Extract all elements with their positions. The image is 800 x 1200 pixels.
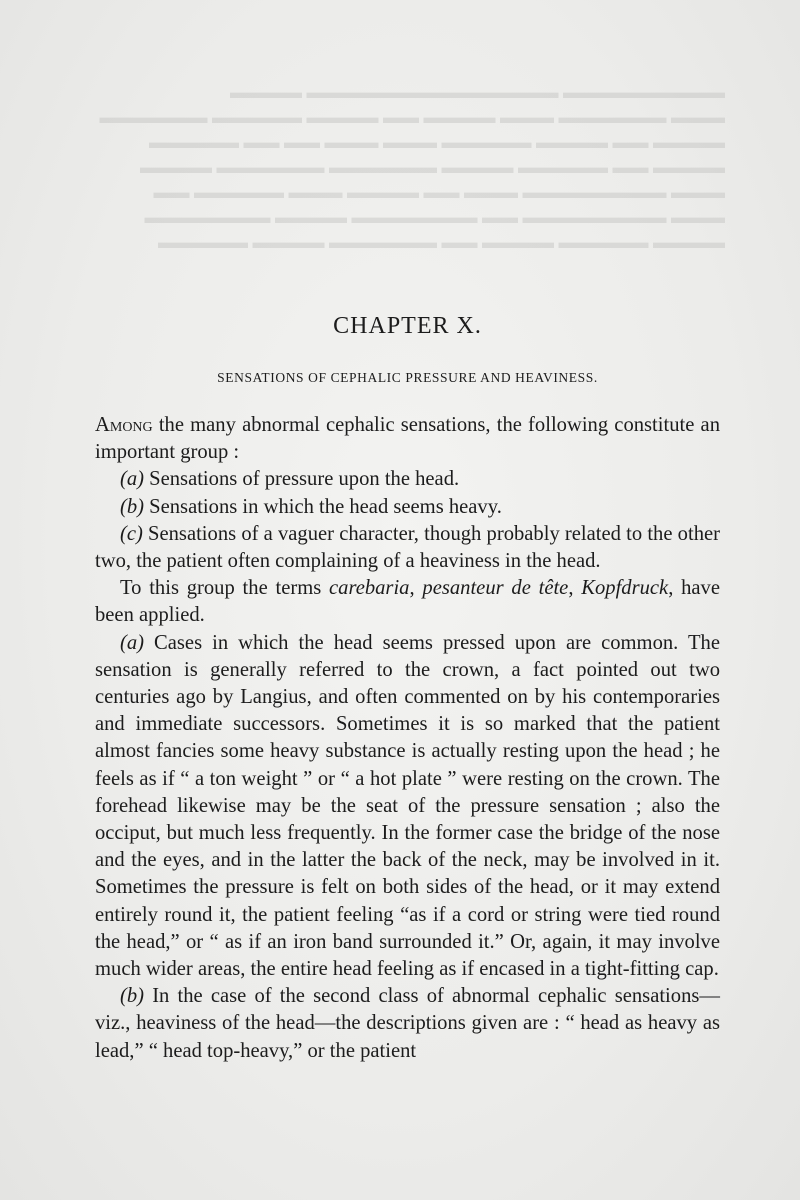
term-pesanteur: pesanteur de tête <box>422 577 569 600</box>
terms-lead: To this group the terms <box>120 577 330 600</box>
terms-paragraph <box>95 575 720 629</box>
list-marker-a: (a) <box>120 468 145 491</box>
list-item-a <box>95 466 720 493</box>
bleed-through-texture: ▬▬▬▬▬▬▬▬▬ ▬▬▬▬▬▬▬▬▬▬▬▬▬▬ ▬▬▬▬ ▬▬▬ ▬▬▬▬▬▬ ▬▬▬ ▬▬▬▬ ▬▬ ▬▬▬▬ ▬▬▬▬▬ ▬▬▬▬▬▬ ▬▬▬▬ ▬▬ ▬▬▬▬ ▬▬▬▬▬ ▬▬▬ ▬▬▬ ▬▬ ▬▬ ▬▬▬▬▬ ▬▬▬▬ ▬▬ ▬▬▬▬▬ ▬▬▬▬ ▬▬▬▬▬▬ ▬▬▬▬▬▬ ▬▬▬▬ ▬▬▬ ▬▬▬▬▬▬▬▬ ▬▬▬ ▬▬ ▬▬▬▬ ▬▬▬ ▬▬▬▬▬ ▬▬ ▬▬▬ ▬▬▬▬▬▬▬▬ ▬▬ ▬▬▬▬▬▬▬ ▬▬▬▬ ▬▬▬▬▬▬▬ ▬▬▬▬ ▬▬▬▬▬ ▬▬▬▬ ▬▬ ▬▬▬▬▬▬ ▬▬▬▬ ▬▬▬▬▬ <box>99 82 725 252</box>
terms-sep-1: , <box>409 577 423 600</box>
paragraph-a-text: Cases in which the head seems pressed upon are common. The sensation is generally referred to the crown, a fact pointed out two centuries ago by Langius, and often commented on by his contemporaries and immediate successors. Sometimes it is so marked that the patient almost fancies some heavy substance is actually resting upon the head ; he feels as if “ a ton weight ” or “ a hot plate ” were resting on the crown. The forehead likewise may be the seat of the pressure sensation ; also the occiput, but much less frequently. In the former case the bridge of the nose and the eyes, and in the latter the back of the neck, may be involved in it. Sometimes the pressure is felt on both sides of the head, or it may extend entirely round it, the patient feeling “as if a cord or string were tied round the head,” or “ as if an iron band surrounded it.” Or, again, it may involve much wider areas, the entire head feeling as if encased in a tight-fitting cap. <box>95 631 720 981</box>
chapter-title: CHAPTER X. <box>333 313 482 339</box>
list-marker-b: (b) <box>120 495 145 518</box>
list-text-c: Sensations of a vaguer character, though probably related to the other two, the patient often complaining of a heaviness in the head. <box>95 522 720 573</box>
list-marker-c: (c) <box>120 522 143 545</box>
term-carebaria: carebaria <box>329 577 410 600</box>
term-kopfdruck: Kopfdruck <box>581 577 669 600</box>
paragraph-a-marker: (a) <box>120 631 145 654</box>
body-text <box>95 412 720 1065</box>
list-item-b <box>95 494 720 521</box>
list-text-b: Sensations in which the head seems heavy. <box>144 495 502 518</box>
list-text-a: Sensations of pressure upon the head. <box>144 468 460 491</box>
paragraph-b-marker: (b) <box>120 985 145 1008</box>
list-item-c <box>95 521 720 575</box>
paragraph-b <box>95 983 720 1065</box>
paragraph-b-text: In the case of the second class of abnormal cephalic sensations—viz., heaviness of the head—the descriptions given are : “ head as heavy as lead,” “ head top-heavy,” or the patient <box>95 985 720 1062</box>
chapter-subtitle: SENSATIONS OF CEPHALIC PRESSURE AND HEAVINESS. <box>217 370 598 385</box>
intro-text: the many abnormal cephalic sensations, the following constitute an important group : <box>95 414 720 464</box>
terms-tail: , have been applied. <box>95 577 720 627</box>
paragraph-a <box>95 630 720 984</box>
terms-sep-2: , <box>568 577 582 600</box>
intro-paragraph <box>95 412 720 466</box>
intro-first-word: Among <box>95 414 153 436</box>
